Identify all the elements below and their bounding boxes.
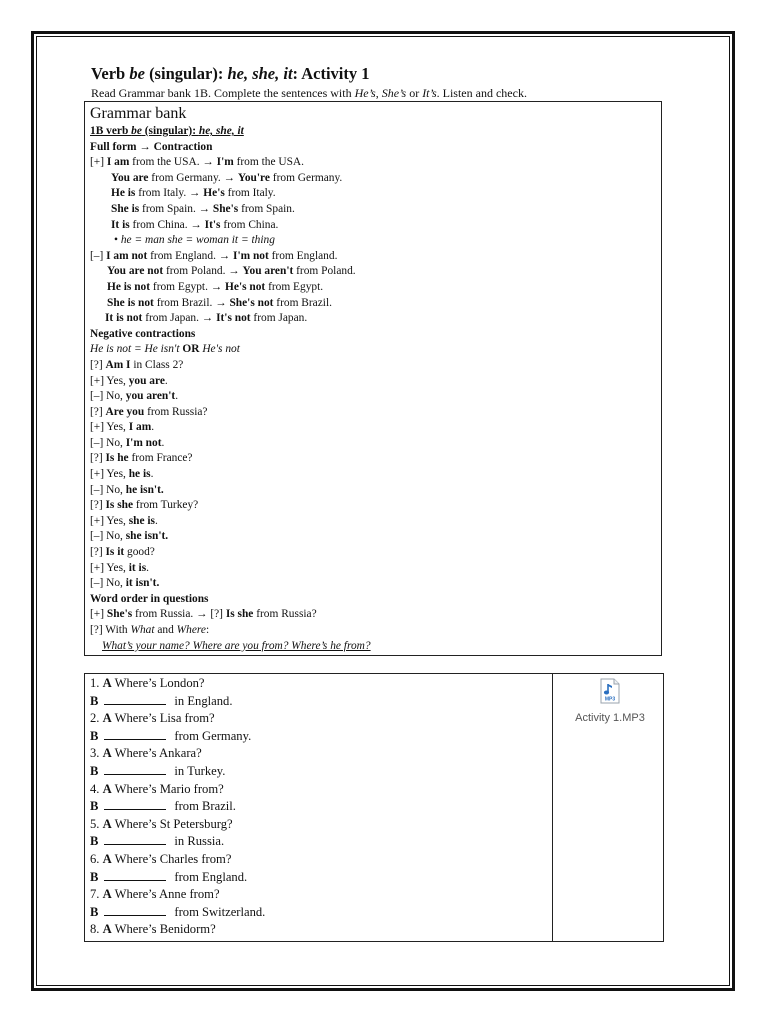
grammar-text: Where <box>176 624 206 636</box>
grammar-text: . <box>175 390 179 403</box>
grammar-text: good? <box>124 546 155 559</box>
grammar-text: What’s your name? Where are you from? Where’s he from? <box>102 639 371 652</box>
grammar-text: Is he <box>105 452 129 465</box>
grammar-line <box>90 155 371 171</box>
grammar-line <box>90 529 371 545</box>
grammar-line <box>90 202 371 218</box>
grammar-text: he is <box>128 468 151 481</box>
grammar-text: Word order in questions <box>90 592 209 605</box>
grammar-text: from the USA. → <box>129 156 217 169</box>
grammar-line <box>90 171 371 187</box>
grammar-text: from England. <box>268 249 338 262</box>
grammar-text: I am not <box>106 249 148 262</box>
grammar-text: [+] Yes, <box>90 421 129 434</box>
grammar-text: [?] <box>90 546 106 559</box>
grammar-text: from Japan. → <box>142 312 217 325</box>
grammar-text: She's not <box>229 296 274 309</box>
answer-blank[interactable] <box>104 798 166 810</box>
grammar-line <box>90 280 371 296</box>
grammar-text: OR <box>182 343 200 356</box>
grammar-text: [–] No, <box>90 436 126 449</box>
grammar-bank-lines <box>90 124 371 654</box>
line-text: Where’s Lisa from? <box>114 711 215 726</box>
question-number: 7. <box>90 887 103 902</box>
grammar-text: . <box>151 421 155 434</box>
activity-title: Verb be (singular): he, she, it: Activity 1 <box>91 64 370 83</box>
activity-line <box>90 851 265 869</box>
grammar-line <box>90 576 371 592</box>
question-number: 8. <box>90 922 103 937</box>
answer-blank[interactable] <box>104 869 166 881</box>
grammar-line <box>90 514 371 530</box>
grammar-text: He's not <box>199 343 240 356</box>
grammar-text: from Italy. <box>224 187 276 200</box>
mp3-file-icon[interactable] <box>599 678 621 704</box>
grammar-text: I am <box>106 156 130 169</box>
grammar-text: Negative contractions <box>90 327 196 340</box>
grammar-text: in Class 2? <box>130 358 184 371</box>
grammar-text: from Germany. <box>269 171 343 184</box>
activity-line <box>90 921 265 939</box>
grammar-text: from Italy. → <box>135 187 204 200</box>
grammar-text: [?] With <box>90 624 131 636</box>
grammar-text: It's <box>204 218 221 231</box>
speaker-label: B <box>90 904 99 919</box>
line-text: Where’s London? <box>114 676 205 690</box>
grammar-text: [?] <box>90 452 106 465</box>
grammar-line <box>90 639 371 655</box>
grammar-text: You aren't <box>242 265 294 278</box>
grammar-line <box>90 483 371 499</box>
speaker-label: A <box>102 746 112 761</box>
grammar-line <box>90 358 371 374</box>
speaker-label: B <box>90 834 99 849</box>
grammar-text: (singular): <box>141 125 199 137</box>
grammar-line <box>90 186 371 202</box>
grammar-bank-title: Grammar bank <box>90 105 187 122</box>
grammar-text: 1B verb <box>90 125 132 137</box>
speaker-label: A <box>102 816 112 831</box>
grammar-line <box>90 545 371 561</box>
grammar-text: he = man she = woman it = thing <box>120 234 275 247</box>
question-number: 5. <box>90 816 103 831</box>
grammar-text: from England. → <box>147 249 234 262</box>
grammar-text: from Japan. <box>250 312 308 325</box>
grammar-text: Full form → Contraction <box>90 140 213 153</box>
grammar-text: . <box>155 514 158 527</box>
activity-line <box>90 710 265 728</box>
grammar-text: from Germany. → <box>148 171 238 184</box>
grammar-line <box>90 498 371 514</box>
grammar-text: He's not <box>225 280 266 293</box>
grammar-text: She's <box>106 608 133 621</box>
grammar-text: from China. <box>220 218 279 231</box>
grammar-text: from France? <box>128 452 193 465</box>
grammar-line <box>90 420 371 436</box>
line-text: in Turkey. <box>174 763 226 778</box>
line-text: Where’s Benidorm? <box>114 922 216 937</box>
grammar-text: He is not <box>107 280 151 293</box>
line-text: in Russia. <box>174 834 225 849</box>
line-text: Where’s Ankara? <box>114 746 202 761</box>
speaker-label: A <box>102 887 112 902</box>
speaker-label: A <box>102 922 112 937</box>
grammar-line <box>90 623 371 639</box>
grammar-text: He is <box>111 187 136 200</box>
grammar-text: : <box>205 624 210 636</box>
line-text: from Germany. <box>174 728 252 743</box>
line-text: Where’s Mario from? <box>114 781 224 796</box>
grammar-text: [?] <box>90 499 106 512</box>
grammar-text: [?] <box>90 358 106 371</box>
activity-line <box>90 869 265 887</box>
grammar-text: You're <box>237 171 270 184</box>
grammar-text: I'm not <box>125 436 162 449</box>
grammar-text: [+] <box>90 156 107 169</box>
grammar-text: from Spain. → <box>139 202 213 215</box>
grammar-text: from Spain. <box>238 202 295 215</box>
answer-blank[interactable] <box>104 763 166 775</box>
speaker-label: B <box>90 728 99 743</box>
grammar-text: [–] No, <box>90 530 126 543</box>
question-number: 6. <box>90 851 103 866</box>
grammar-text: from Egypt. <box>265 280 324 293</box>
activity-line <box>90 904 265 922</box>
grammar-text: [+] Yes, <box>90 514 129 527</box>
answer-blank[interactable] <box>104 904 166 916</box>
question-number: 4. <box>90 781 103 796</box>
grammar-text: Are you <box>105 405 145 418</box>
activity-line <box>90 675 265 693</box>
speaker-label: A <box>102 781 112 796</box>
grammar-text: and <box>154 624 177 636</box>
grammar-text: He's <box>203 187 225 200</box>
grammar-text: I am <box>128 421 152 434</box>
grammar-text: you aren't <box>125 390 176 403</box>
grammar-text: from Egypt. → <box>150 280 226 293</box>
grammar-text: I'm <box>216 156 234 169</box>
speaker-label: A <box>102 676 112 690</box>
grammar-text: [+] Yes, <box>90 468 129 481</box>
grammar-text: he, she, it <box>198 125 244 137</box>
grammar-text: he isn't. <box>125 483 164 496</box>
grammar-line <box>90 374 371 390</box>
grammar-text: [?] <box>90 405 106 418</box>
grammar-text: He is not = He isn't <box>90 343 183 356</box>
answer-blank[interactable] <box>104 693 166 705</box>
grammar-text: . <box>161 436 165 449</box>
grammar-text: be <box>131 125 142 137</box>
grammar-text: She is <box>111 202 140 215</box>
grammar-text: from the USA. <box>233 156 304 169</box>
grammar-line <box>90 607 371 623</box>
activity-line <box>90 745 265 763</box>
grammar-line <box>90 124 371 140</box>
grammar-text: You are <box>111 171 149 184</box>
speaker-label: A <box>102 711 112 726</box>
grammar-line <box>90 140 371 156</box>
grammar-text: [–] <box>90 249 107 262</box>
grammar-line <box>90 436 371 452</box>
activity-line <box>90 886 265 904</box>
line-text: Where’s Charles from? <box>114 851 232 866</box>
grammar-text: from Brazil. <box>273 296 332 309</box>
grammar-line <box>90 264 371 280</box>
grammar-text: Am I <box>105 358 131 371</box>
line-text: from England. <box>174 869 248 884</box>
grammar-text: she isn't. <box>125 530 169 543</box>
mp3-attachment-label[interactable]: Activity 1.MP3 <box>575 712 645 724</box>
grammar-line <box>90 249 371 265</box>
mp3-icon-text: MP3 <box>604 696 616 703</box>
activity-line <box>90 728 265 746</box>
grammar-line <box>90 218 371 234</box>
answer-blank[interactable] <box>104 833 166 845</box>
answer-blank[interactable] <box>104 728 166 740</box>
grammar-text: Is she <box>105 499 134 512</box>
grammar-text: It is not <box>105 312 143 325</box>
grammar-line <box>90 467 371 483</box>
grammar-text: [+] Yes, <box>90 561 129 574</box>
grammar-line <box>90 342 371 358</box>
speaker-label: A <box>102 851 112 866</box>
question-number: 2. <box>90 711 103 726</box>
activity-table <box>84 673 664 942</box>
grammar-text: from Poland. → <box>163 265 243 278</box>
grammar-text: [–] No, <box>90 577 126 590</box>
activity-line <box>90 693 265 711</box>
grammar-bank-box <box>84 101 662 656</box>
activity-questions <box>90 675 265 939</box>
activity-line <box>90 798 265 816</box>
speaker-label: B <box>90 763 99 778</box>
grammar-text: from Russia? <box>144 405 208 418</box>
line-text: in England. <box>174 693 233 708</box>
grammar-text: . <box>146 561 149 574</box>
grammar-text: • <box>114 234 121 247</box>
grammar-text: She's <box>212 202 239 215</box>
grammar-line <box>90 592 371 608</box>
activity-line <box>90 833 265 851</box>
grammar-text: from Brazil. → <box>153 296 230 309</box>
grammar-line <box>90 451 371 467</box>
line-text: from Brazil. <box>174 799 236 814</box>
grammar-line <box>90 561 371 577</box>
grammar-text: from Poland. <box>293 265 356 278</box>
question-number: 1. <box>90 676 103 690</box>
grammar-text: from Turkey? <box>133 499 199 512</box>
grammar-text: . <box>164 374 168 387</box>
grammar-text: You are not <box>107 265 164 278</box>
grammar-text: it isn't. <box>125 577 160 590</box>
grammar-text: She is not <box>107 296 154 309</box>
line-text: Where’s Anne from? <box>114 887 220 902</box>
grammar-text: I'm not <box>233 249 269 262</box>
grammar-text: from Russia? <box>253 608 317 621</box>
grammar-text: It is <box>111 218 130 231</box>
question-number: 3. <box>90 746 103 761</box>
grammar-text: from Russia. → [?] <box>132 608 226 621</box>
grammar-line <box>90 311 371 327</box>
grammar-text: you are <box>128 374 165 387</box>
table-column-divider <box>552 674 553 941</box>
grammar-line <box>90 389 371 405</box>
activity-line <box>90 781 265 799</box>
activity-line <box>90 763 265 781</box>
activity-line <box>90 816 265 834</box>
mp3-attachment[interactable] <box>555 676 665 724</box>
grammar-text: it is <box>128 561 147 574</box>
grammar-line <box>90 405 371 421</box>
grammar-text: It's not <box>216 312 251 325</box>
grammar-text: . <box>150 468 154 481</box>
speaker-label: B <box>90 693 99 708</box>
grammar-text: [+] <box>90 608 107 621</box>
grammar-text: Is she <box>225 608 254 621</box>
grammar-text: [–] No, <box>90 390 126 403</box>
grammar-text: she is <box>128 514 155 527</box>
grammar-text: [+] Yes, <box>90 374 129 387</box>
grammar-text: What <box>130 624 155 636</box>
speaker-label: B <box>90 799 99 814</box>
activity-instructions: Read Grammar bank 1B. Complete the sentences with He’s, She’s or It’s. Listen and check. <box>91 86 527 100</box>
grammar-text: [–] No, <box>90 483 126 496</box>
grammar-text: from China. → <box>129 218 205 231</box>
grammar-line <box>90 327 371 343</box>
grammar-line <box>90 233 371 249</box>
grammar-text: Is it <box>105 546 125 559</box>
line-text: from Switzerland. <box>174 904 266 919</box>
grammar-line <box>90 296 371 312</box>
line-text: Where’s St Petersburg? <box>114 816 233 831</box>
speaker-label: B <box>90 869 99 884</box>
